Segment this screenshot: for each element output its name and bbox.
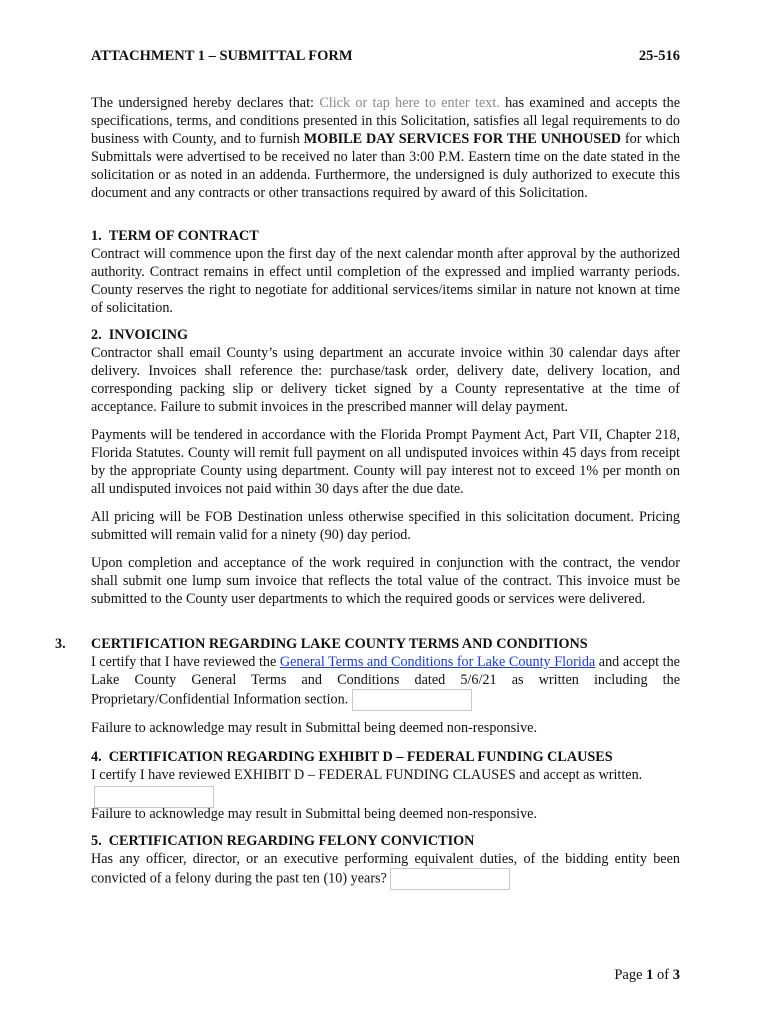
solicitation-number: 25-516 xyxy=(638,48,680,64)
section-term-of-contract xyxy=(91,227,680,317)
section-3-heading: CERTIFICATION REGARDING LAKE COUNTY TERMS AND CONDITIONS xyxy=(91,636,588,652)
invoicing-paragraph-4: Upon completion and acceptance of the work required in conjunction with the contract, the vendor shall submit one lump sum invoice that reflects the total value of the contract. This invoice must be submitted to the County user departments to which the required goods or services were delivered. xyxy=(91,555,680,607)
document-header xyxy=(91,47,680,65)
felony-conviction-answer-field[interactable] xyxy=(390,868,510,890)
section-3-rest: and accept the Lake County General Terms and Conditions dated 5/6/21 as written including the Proprietary/Confidential Information section. xyxy=(91,654,680,708)
current-page: 1 xyxy=(646,967,654,983)
declaration-text-2: for which Submittals were advertised to be received no later than 3:00 P.M. Eastern time on the date stated in the solicitation or as noted in an addenda. Furthermore, the undersigned is duly authorized to execute this document and any contracts or other transactions required by award of this Solicitation. xyxy=(91,131,680,201)
page-label: Page xyxy=(614,967,647,983)
page-number xyxy=(614,966,680,984)
terms-and-conditions-link[interactable]: General Terms and Conditions for Lake County Florida xyxy=(279,654,596,670)
invoicing-paragraph-1: Contractor shall email County’s using department an accurate invoice within 30 calendar days after delivery. Invoices shall reference the: purchase/task order, delivery date, delivery location, and corresponding packing slip or delivery ticket signed by a County representative at the time of acceptance. Failure to submit invoices in the prescribed manner will delay payment. xyxy=(91,345,680,415)
section-4-warning: Failure to acknowledge may result in Submittal being deemed non-responsive. xyxy=(91,806,538,822)
section-4-heading: 4. CERTIFICATION REGARDING EXHIBIT D – FEDERAL FUNDING CLAUSES xyxy=(91,749,613,765)
section-felony-conviction xyxy=(91,832,680,890)
felony-question: Has any officer, director, or an executive performing equivalent duties, of the bidding entity been convicted of a felony during the past ten (10) years? xyxy=(91,851,680,887)
section-1-body: Contract will commence upon the first day of the next calendar month after approval by the authorized authority. Contract remains in effect until completion of the expressed and implied warranty periods. County reserves the right to negotiate for additional services/items similar in nature not known at time of solicitation. xyxy=(91,246,680,316)
section-3-number: 3. xyxy=(55,636,66,652)
section-3-warning: Failure to acknowledge may result in Submittal being deemed non-responsive. xyxy=(91,720,538,736)
section-5-body xyxy=(91,850,680,890)
section-4-body: I certify I have reviewed EXHIBIT D – FEDERAL FUNDING CLAUSES and accept as written. xyxy=(91,767,643,783)
page-of-label: of xyxy=(653,967,673,983)
section-3-lead: I certify that I have reviewed the xyxy=(91,654,280,670)
section-3-body xyxy=(91,653,680,711)
declaration-text-1: has examined and accepts the specifications, terms, and conditions presented in this Solicitation, satisfies all legal requirements to do business with County, and to furnish xyxy=(91,95,681,147)
declaration-paragraph xyxy=(91,94,680,202)
section-5-heading: 5. CERTIFICATION REGARDING FELONY CONVICTION xyxy=(91,833,475,849)
section-federal-funding xyxy=(91,748,680,808)
section-2-heading: 2. INVOICING xyxy=(91,327,189,343)
document-page xyxy=(55,0,681,1024)
terms-acknowledge-field[interactable] xyxy=(352,689,472,711)
section-invoicing xyxy=(91,326,680,416)
form-title: ATTACHMENT 1 – SUBMITTAL FORM xyxy=(91,48,353,64)
invoicing-paragraph-2: Payments will be tendered in accordance with the Florida Prompt Payment Act, Part VII, Chapter 218, Florida Statutes. County will remit full payment on all undisputed invoices within 45 days from receipt by the appropriate County using department. County will pay interest not to exceed 1% per month on all undisputed invoices not paid within 30 days after the due date. xyxy=(91,427,680,497)
invoicing-paragraph-3: All pricing will be FOB Destination unless otherwise specified in this solicitation document. Pricing submitted will remain valid for a ninety (90) day period. xyxy=(91,509,680,543)
section-lake-county-terms xyxy=(55,635,680,711)
declaration-lead: The undersigned hereby declares that: xyxy=(91,95,320,111)
total-pages: 3 xyxy=(672,967,680,983)
section-1-heading: 1. TERM OF CONTRACT xyxy=(91,228,259,244)
service-name: MOBILE DAY SERVICES FOR THE UNHOUSED xyxy=(303,131,621,147)
company-name-field[interactable]: Click or tap here to enter text. xyxy=(319,95,500,111)
